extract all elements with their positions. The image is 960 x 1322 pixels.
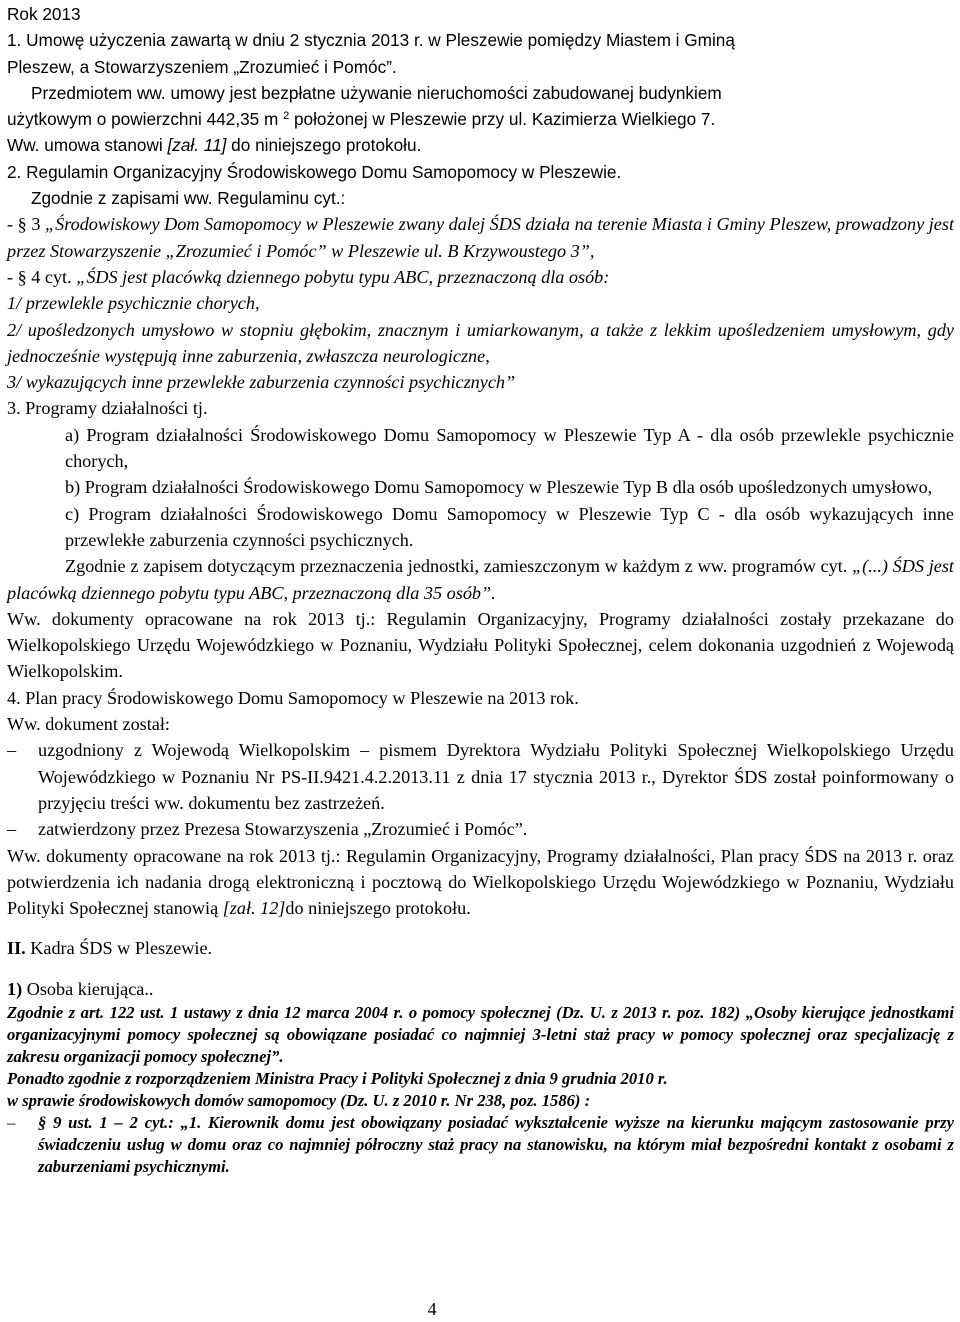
item-4-heading: 4. Plan pracy Środowiskowego Domu Samopomocy w Pleszewie na 2013 rok. — [7, 687, 579, 708]
par-4-quote: „ŚDS jest placówką dziennego pobytu typu ABC, przeznaczoną dla osób: — [76, 266, 610, 287]
legal-basis-1: Zgodnie z art. 122 ust. 1 ustawy z dnia 12 marca 2004 r. o pomocy społecznej (Dz. U. z 2013 r. poz. 182) „Osoby kierujące jednostkami organizacyjnymi pomocy społecznej są obowiązane posiadać co najmniej 3-letni staż pracy w pomocy społecznej oraz specjalizację z zakresu organizacji pomocy społecznej”. — [7, 1002, 954, 1066]
documents-2013: Ww. dokumenty opracowane na rok 2013 tj.: Regulamin Organizacyjny, Programy działalności zostały przekazane do Wielkopolskiego Urzędu Wojewódzkiego w Poznaniu, Wydziału Polityki Społecznej, celem dokonania uzgodnień z Wojewodą Wielkopolskim. — [7, 608, 954, 682]
superscript: 2 — [283, 110, 290, 123]
agreed-text: uzgodniony z Wojewodą Wielkopolskim – pismem Dyrektora Wydziału Polityki Społecznej Wielkopolskiego Urzędu Wojewódzkiego w Poznaniu Nr PS-II.9421.4.2.2013.11 z dnia 17 stycznia 2013 r., Dyrektor ŚDS został poinformowany o przyjęciu treści ww. dokumentu bez zastrzeżeń. — [38, 740, 954, 813]
dash-bullet: – — [7, 819, 17, 840]
address-text: położonej w Pleszewie przy ul. Kazimierza Wielkiego 7. — [289, 109, 716, 130]
section-2-heading — [7, 935, 954, 961]
dash-item-agreed — [7, 737, 954, 816]
dash-bullet: – — [7, 740, 17, 761]
dash-item-approved — [7, 816, 954, 842]
item-1-line-1: 1. Umowę użyczenia zawartą w dniu 2 stycznia 2013 r. w Pleszewie pomiędzy Miastem i Gminą — [7, 30, 735, 51]
section-title: Kadra ŚDS w Pleszewie. — [25, 938, 213, 959]
legal-basis-3: w sprawie środowiskowych domów samopomocy (Dz. U. z 2010 r. Nr 238, poz. 1586) : — [7, 1090, 591, 1110]
dash-bullet: – — [7, 1112, 16, 1132]
quote-par-4 — [7, 264, 954, 290]
umowa-text: Ww. umowa stanowi — [7, 135, 168, 156]
protocol-text: do niniejszego protokołu. — [226, 135, 422, 156]
program-purpose — [7, 553, 954, 606]
item-1-line-2: Pleszew, a Stowarzyszeniem „Zrozumieć i Pomóc”. — [7, 56, 397, 77]
par-3-label: - § 3 — [7, 214, 45, 235]
item-2-heading: 2. Regulamin Organizacyjny Środowiskowego Domu Samopomocy w Pleszewie. — [7, 161, 622, 182]
year-heading: Rok 2013 — [7, 4, 81, 24]
program-c: c) Program działalności Środowiskowego Domu Samopomocy w Pleszewie Typ C - dla osób wykazujących inne przewlekłe zaburzenia czynności psychicznych. — [65, 503, 954, 550]
area-text: użytkowym o powierzchni 442,35 m — [7, 109, 284, 130]
page-number: 4 — [427, 1299, 437, 1319]
document-page — [7, 1, 954, 1178]
legal-basis-2: Ponadto zgodnie z rozporządzeniem Ministra Pracy i Polityki Społecznej z dnia 9 grudnia 2010 r. — [7, 1068, 668, 1088]
item-3-heading: 3. Programy działalności tj. — [7, 398, 208, 419]
section-number: II. — [7, 938, 26, 959]
item-1-line-5 — [7, 132, 954, 158]
program-b: b) Program działalności Środowiskowego Domu Samopomocy w Pleszewie Typ B dla osób upośledzonych umysłowo, — [65, 477, 933, 498]
subsection-number: 1) — [7, 978, 23, 999]
quote-par-3 — [7, 211, 954, 264]
par-3-quote: „Środowiskowy Dom Samopomocy w Pleszewie zwany dalej ŚDS działa na terenie Miasta i Gminy Pleszew, prowadzony jest przez Stowarzyszenie „Zrozumieć i Pomóc” w Pleszewie ul. B Krzywoustego 3”, — [7, 214, 955, 261]
attachment-ref-12: [zał. 12] — [222, 898, 286, 919]
subsection-title: Osoba kierująca.. — [22, 978, 154, 999]
item-1-line-4 — [7, 106, 954, 132]
quote-list-2: 2/ upośledzonych umysłowo w stopniu głębokim, znacznym i umiarkowanym, a także z lekkim upośledzeniem umysłowym, gdy jednocześnie występują inne zaburzenia, zwłaszcza neurologiczne, — [7, 319, 954, 366]
legal-basis-4 — [7, 1112, 954, 1178]
summary-text: Ww. dokumenty opracowane na rok 2013 tj.: Regulamin Organizacyjny, Programy działalności, Plan pracy ŚDS na 2013 r. oraz potwierdzenia ich nadania drogą elektroniczną i pocztową do Wielkopolskiego Urzędu Wojewódzkiego w Poznaniu, Wydziału Polityki Społecznej stanowią — [7, 845, 954, 919]
purpose-text: Zgodnie z zapisem dotyczącym przeznaczenia jednostki, zamieszczonym w każdym z ww. programów cyt. — [65, 556, 853, 577]
subsection-heading — [7, 976, 954, 1002]
documents-summary — [7, 843, 954, 922]
item-2-intro: Zgodnie z zapisami ww. Regulaminu cyt.: — [31, 188, 346, 209]
summary-tail: do niniejszego protokołu. — [285, 898, 471, 919]
regulation-quote: § 9 ust. 1 – 2 cyt.: „1. Kierownik domu jest obowiązany posiadać wykształcenie wyższe na kierunku mającym zastosowanie przy świadczeniu usług w domu oraz co najmniej półroczny staż pracy na stanowisku, na którym miał bezpośredni kontakt z osobami z zaburzeniami psychicznymi. — [38, 1112, 954, 1176]
program-a: a) Program działalności Środowiskowego Domu Samopomocy w Pleszewie Typ A - dla osób przewlekle psychicznie chorych, — [65, 424, 954, 472]
approved-text: zatwierdzony przez Prezesa Stowarzyszenia „Zrozumieć i Pomóc”. — [38, 819, 528, 840]
par-4-label: - § 4 cyt. — [7, 266, 77, 287]
quote-list-3: 3/ wykazujących inne przewlekłe zaburzenia czynności psychicznych” — [7, 372, 516, 393]
purpose-quote: „(...) ŚDS jest placówką dziennego pobytu typu ABC, przeznaczoną dla 35 osób”. — [7, 556, 954, 603]
item-1-line-3: Przedmiotem ww. umowy jest bezpłatne używanie nieruchomości zabudowanej budynkiem — [31, 82, 722, 103]
attachment-ref-11: [zał. 11] — [167, 135, 227, 156]
item-4-intro: Ww. dokument został: — [7, 714, 170, 735]
quote-list-1: 1/ przewlekle psychicznie chorych, — [7, 293, 260, 314]
